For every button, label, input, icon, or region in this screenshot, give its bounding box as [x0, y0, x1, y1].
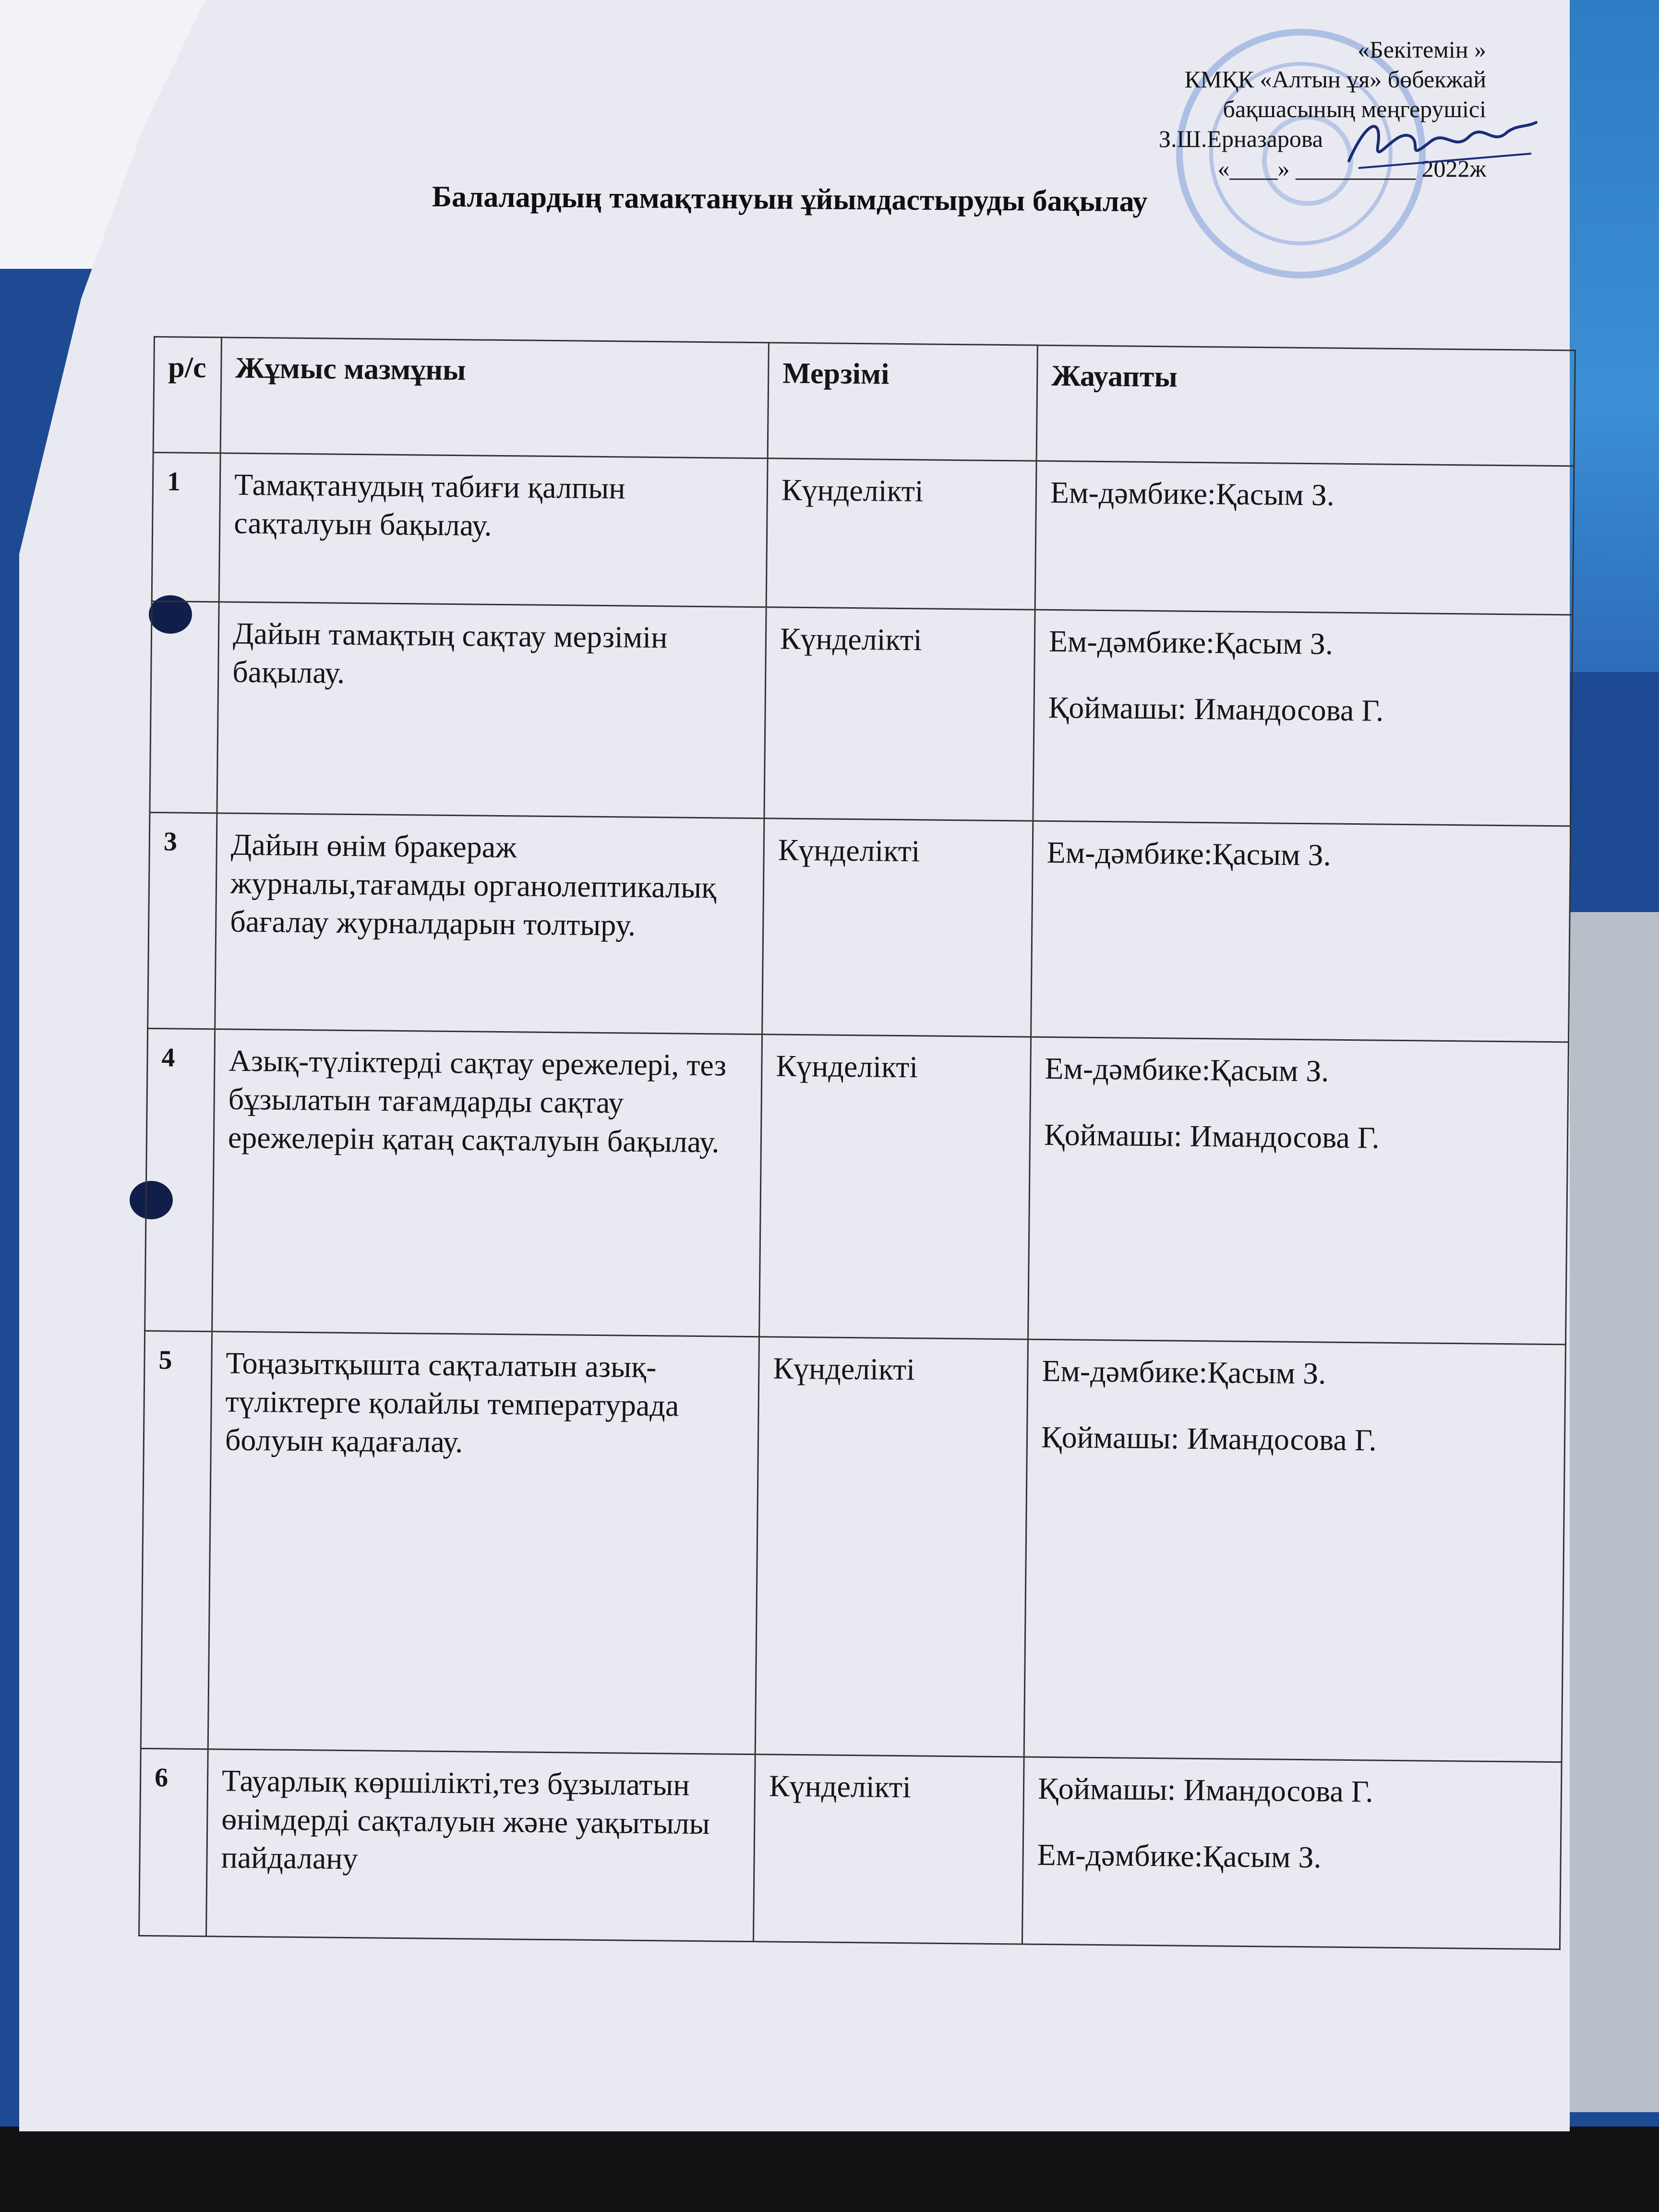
row-number: 4 [145, 1028, 215, 1331]
signature-icon [1339, 108, 1541, 180]
responsible-cell [1031, 821, 1571, 1042]
task-term: Күнделікті [759, 1034, 1031, 1339]
task-term: Күнделікті [753, 1755, 1024, 1944]
table-row [148, 812, 1571, 1042]
task-term: Күнделікті [755, 1337, 1028, 1757]
responsible-cell [1033, 610, 1573, 826]
row-number [150, 601, 219, 813]
responsible-person: Ем-дәмбике:Қасым З. [1050, 475, 1335, 512]
table-row [145, 1028, 1569, 1344]
approval-line: «____» __________ 2022ж [1217, 155, 1486, 182]
header-cell: Мерзімі [768, 343, 1037, 461]
task-term: Күнделікті [766, 458, 1036, 610]
table-row [150, 601, 1573, 826]
task-content: Тамақтанудың табиғи қалпын сақталуын бақылау. [219, 453, 768, 607]
task-content: Дайын өнім бракераж журналы,тағамды органолептикалық бағалау журналдарын толтыру. [215, 813, 764, 1034]
task-term: Күнделікті [762, 818, 1033, 1037]
responsible-person: Ем-дәмбике:Қасым З. [1037, 1837, 1322, 1875]
control-plan-table [138, 336, 1576, 1950]
table-row [139, 1748, 1562, 1949]
header-cell: р/с [153, 337, 221, 453]
task-content: Тауарлық көршілікті,тез бұзылатын өнімдерді сақталуын және уақытылы пайдалану [206, 1749, 756, 1942]
approval-line: бақшасының меңгерушісі [1223, 96, 1486, 122]
responsible-cell [1022, 1757, 1562, 1949]
header-cell: Жауапты [1036, 345, 1575, 466]
task-content: Тоңазытқышта сақталатын азық-түліктерге қолайлы температурада болуын қадағалау. [208, 1332, 759, 1755]
responsible-person: Ем-дәмбике:Қасым З. [1045, 1051, 1329, 1088]
table-header-row [153, 337, 1575, 466]
background-grey-surface [1565, 912, 1659, 2112]
task-content: Азық-түліктерді сақтау ережелері, тез бұзылатын тағамдарды сақтау ережелерін қатаң сақталуын бақылау. [212, 1029, 762, 1337]
table-row [141, 1331, 1565, 1762]
task-term: Күнделікті [764, 607, 1035, 821]
responsible-cell [1024, 1339, 1565, 1762]
responsible-person: Ем-дәмбике:Қасым З. [1046, 835, 1332, 872]
responsible-person: Қоймашы: Имандосова Г. [1041, 1419, 1377, 1457]
responsible-person: Қоймашы: Имандосова Г. [1037, 1771, 1373, 1809]
task-content: Дайын тамақтың сақтау мерзімін бақылау. [217, 602, 766, 818]
responsible-cell [1035, 461, 1574, 615]
table-row [152, 453, 1574, 615]
row-number: 1 [152, 453, 220, 602]
responsible-person: Қоймашы: Имандосова Г. [1044, 1117, 1380, 1155]
responsible-person: Ем-дәмбике:Қасым З. [1042, 1353, 1326, 1391]
responsible-person: Ем-дәмбике:Қасым З. [1048, 624, 1334, 661]
approval-line: «Бекітемін » [1358, 36, 1486, 63]
responsible-person: Қоймашы: Имандосова Г. [1048, 690, 1384, 728]
document-title: Балалардың тамақтануын ұйымдастыруды бақылау [432, 180, 1148, 218]
approval-line: З.Ш.Ерназарова [1158, 125, 1323, 152]
row-number: 6 [139, 1748, 208, 1936]
header-cell: Жұмыс мазмұны [220, 337, 769, 458]
background-dark-edge [0, 2127, 1659, 2212]
row-number: 5 [141, 1331, 212, 1749]
row-number: 3 [148, 812, 217, 1029]
approval-line: КМҚК «Алтын ұя» бөбекжай [1184, 66, 1486, 93]
responsible-cell [1028, 1037, 1569, 1345]
